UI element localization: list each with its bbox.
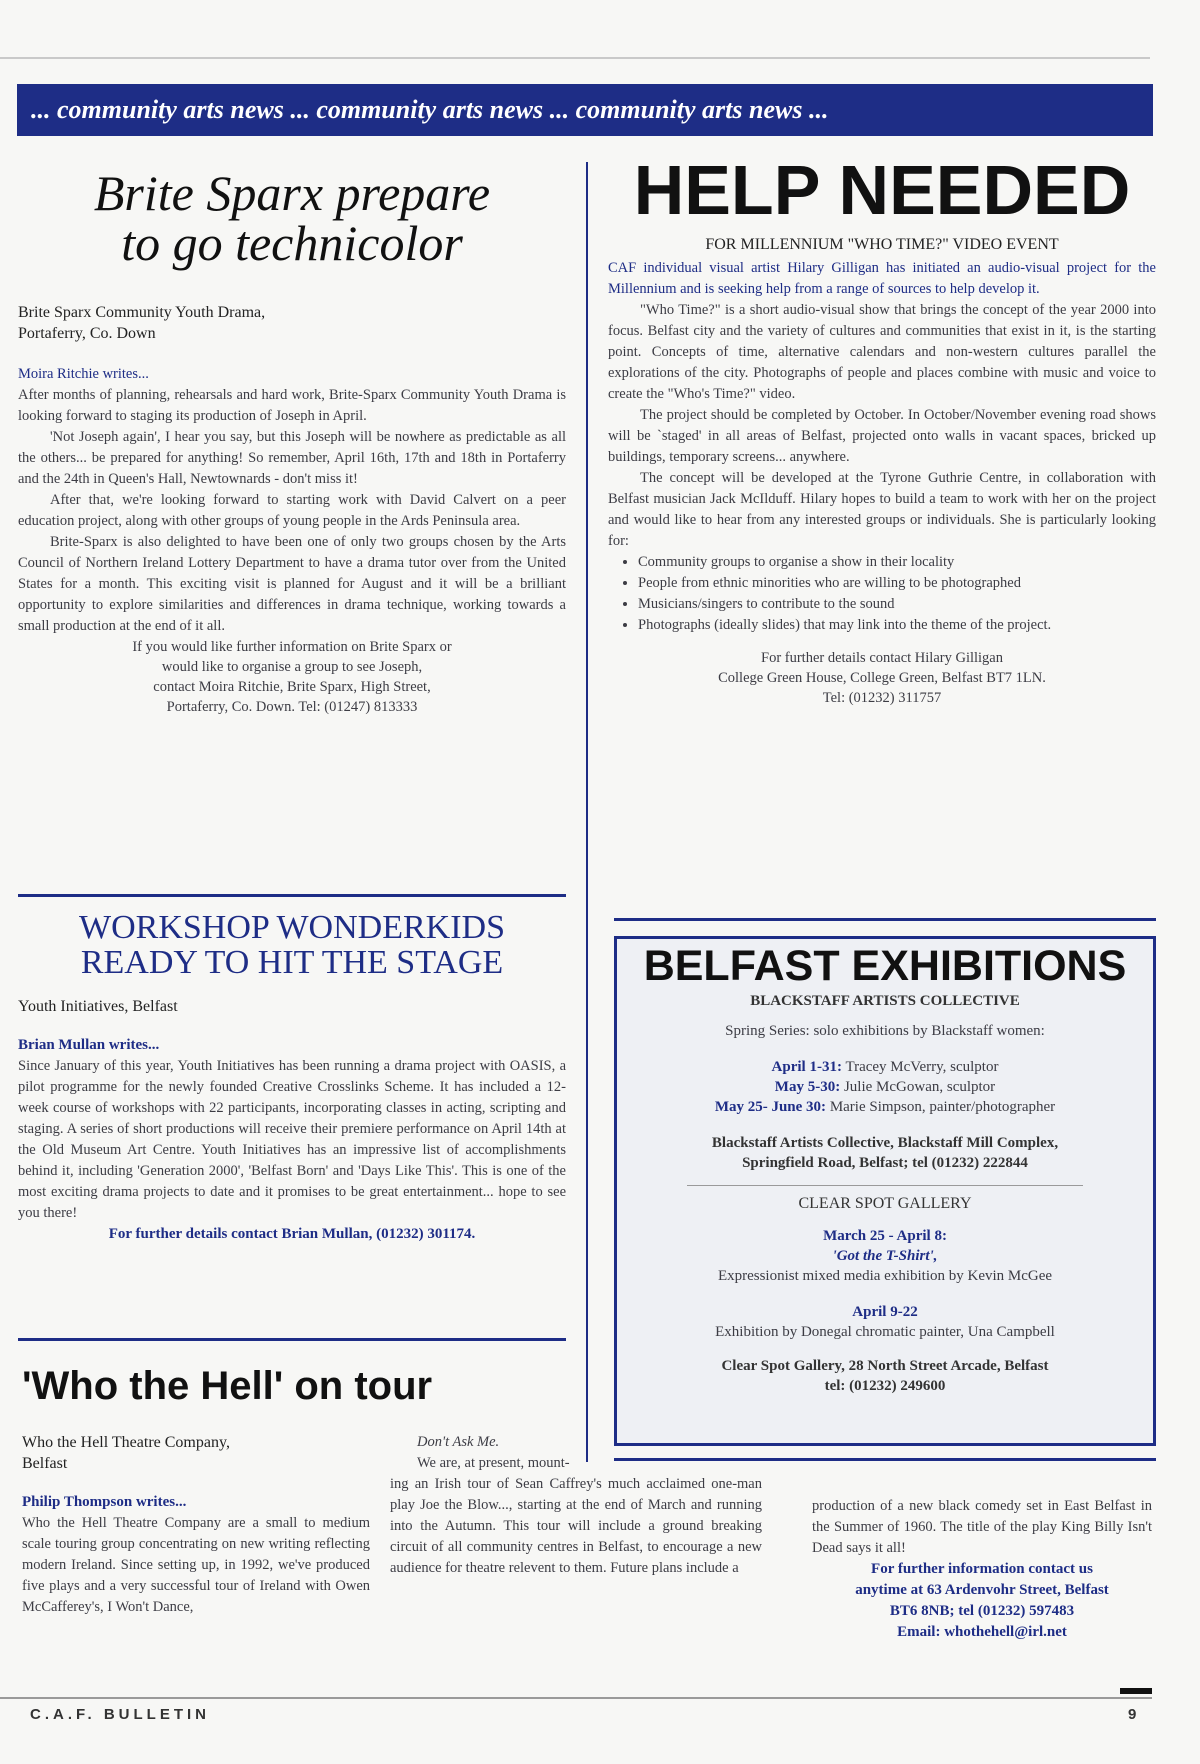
help-contact: For further details contact Hilary Gilligan College Green House, College Green, Belfast BT7 1LN. Tel: (01232) 311757	[718, 650, 1046, 706]
exhibitions-list	[617, 1057, 1153, 1117]
column-divider	[586, 162, 588, 1462]
workshop-contact: For further details contact Brian Mullan, (01232) 301174.	[108, 1226, 476, 1242]
workshop-headline: WORKSHOP WONDERKIDS READY TO HIT THE STAGE	[79, 909, 505, 981]
whothehell-col3-text: production of a new black comedy set in East Belfast in the Summer of 1960. The title of the play King Billy Isn't Dead says it all!	[812, 1498, 1152, 1556]
exhibitions-box	[614, 936, 1156, 1446]
rule-help-bottom	[614, 918, 1156, 921]
exhibitions-sub2: CLEAR SPOT GALLERY	[798, 1195, 972, 1212]
whothehell-col2-text: ing an Irish tour of Sean Caffrey's much acclaimed one-man play Joe the Blow..., starting at the end of March and running into the Autumn. This tour will include a ground breaking circuit of all community centres in Belfast, to encourage a new audience for theatre relevent to them. Future plans include a	[390, 1476, 762, 1576]
exhibitions-intro: Spring Series: solo exhibitions by Blackstaff women:	[725, 1023, 1045, 1039]
brite-byline: Moira Ritchie writes...	[18, 366, 149, 382]
brite-headline: Brite Sparx prepare to go technicolor	[93, 165, 491, 271]
clear-spot-address: Clear Spot Gallery, 28 North Street Arcade, Belfast tel: (01232) 249600	[721, 1358, 1049, 1394]
list-item: • Musicians/singers to contribute to the sound	[638, 594, 1156, 615]
brite-sparx-article	[18, 165, 566, 717]
list-item: • People from ethnic minorities who are willing to be photographed	[638, 573, 1156, 594]
footer-rule	[0, 1697, 1152, 1699]
brite-contact: If you would like further information on Brite Sparx or would like to organise a group to see Joseph, contact Moira Ritchie, Brite Sparx, High Street, Portaferry, Co. Down. Tel: (01247) 813333	[132, 639, 452, 715]
clear-spot-2: April 9-22 Exhibition by Donegal chromatic painter, Una Campbell	[715, 1304, 1055, 1340]
exhibitions-separator	[687, 1185, 1083, 1186]
list-item: May 5-30: Julie McGowan, sculptor	[774, 1079, 996, 1095]
page-number-tab	[1120, 1688, 1152, 1694]
list-item: May 25- June 30: Marie Simpson, painter/photographer	[714, 1099, 1056, 1115]
clear-spot-1: March 25 - April 8: 'Got the T-Shirt', Expressionist mixed media exhibition by Kevin McGee	[717, 1228, 1053, 1284]
exhibitions-address: Blackstaff Artists Collective, Blackstaff Mill Complex, Springfield Road, Belfast; tel (01232) 222844	[711, 1135, 1059, 1171]
workshop-byline: Brian Mullan writes...	[18, 1037, 160, 1053]
help-body: CAF individual visual artist Hilary Gilligan has initiated an audio-visual project for the Millennium and is seeking help from a range of sources to help develop it. "Who Time?" is a short audio-visual show that brings the concept of the year 2000 into focus. Belfast city and the variety of cultures and communities that exist in it, is the starting point. Concepts of time, alternative calendars and non-western cultures parallel the explorations of the city. Photographs of people and places combine with music and voice to create the "Who's Time?" video. The project should be completed by October. In October/November evening road shows will be `staged' in all areas of Belfast, projected onto walls in vacant spaces, bricked up buildings, temporary screens... anywhere. The concept will be developed at the Tyrone Guthrie Centre, in collaboration with Belfast musician Jack McIlduff. Hilary hopes to build a team to work with her on the project and would like to hear from any interested groups or individuals. She is particularly looking for:	[608, 260, 1156, 549]
whothehell-contact: For further information contact us anytime at 63 Ardenvohr Street, Belfast BT6 8NB; tel (01232) 597483 Email: whothehell@irl.net	[855, 1561, 1109, 1640]
whothehell-col2-top: Don't Ask Me. We are, at present, mount-	[417, 1434, 570, 1471]
whothehell-org: Who the Hell Theatre Company, Belfast	[22, 1434, 230, 1472]
list-item: • Community groups to organise a show in their locality	[638, 552, 1156, 573]
workshop-org: Youth Initiatives, Belfast	[18, 998, 178, 1015]
help-headline: HELP NEEDED	[633, 151, 1131, 229]
whothehell-byline: Philip Thompson writes...	[22, 1494, 187, 1510]
rule-workshop-bottom	[18, 1338, 566, 1341]
footer-page-number: 9	[1128, 1706, 1137, 1723]
whothehell-col1	[22, 1432, 370, 1618]
brite-org: Brite Sparx Community Youth Drama, Portaferry, Co. Down	[18, 304, 266, 342]
help-subhead: FOR MILLENNIUM "WHO TIME?" VIDEO EVENT	[705, 236, 1059, 253]
whothehell-headline: 'Who the Hell' on tour	[22, 1364, 433, 1408]
exhibitions-sub1: BLACKSTAFF ARTISTS COLLECTIVE	[750, 993, 1020, 1009]
help-needs-list	[608, 552, 1156, 636]
list-item: • Photographs (ideally slides) that may link into the theme of the project.	[638, 615, 1156, 636]
whothehell-col2	[390, 1432, 762, 1579]
list-item: April 1-31: Tracey McVerry, sculptor	[771, 1059, 999, 1075]
section-banner: ... community arts news ... community arts news ... community arts news ...	[17, 84, 1153, 136]
workshop-article	[18, 910, 566, 1245]
brite-body: After months of planning, rehearsals and hard work, Brite-Sparx Community Youth Drama is looking forward to staging its production of Joseph in April. 'Not Joseph again', I hear you say, but this Joseph will be nowhere as predictable as all the others... be prepared for anything! So remember, April 16th, 17th and 18th in Portaferry and the 24th in Queen's Hall, Newtownards - don't miss it! After that, we're looking forward to starting work with David Calvert on a peer education project, along with other groups of young people in the Ards Peninsula area. Brite-Sparx is also delighted to have been one of only two groups chosen by the Arts Council of Northern Ireland Lottery Department to have a drama tutor over from the United States for a month. This exciting visit is planned for August and it will be a brilliant opportunity to explore similarities and differences in drama technique, working towards a small production at the end of it all.	[18, 387, 566, 634]
workshop-body: Since January of this year, Youth Initiatives has been running a drama project with OASIS, a pilot programme for the newly founded Creative Crosslinks Scheme. It has included a 12-week course of workshops with 22 participants, incorporating classes in acting, scripting and staging. A series of short productions will receive their premiere performance on April 14th at the Old Museum Art Centre. Youth Initiatives has an impressive list of accomplishments behind it, including 'Generation 2000', 'Belfast Born' and 'Days Like This'. This is one of the most exciting drama projects to date and it promises to be great entertainment... hope to see you there!	[18, 1058, 566, 1221]
rule-exhibitions-bottom	[614, 1458, 1156, 1461]
top-rule	[0, 57, 1150, 59]
help-needed-article	[608, 152, 1156, 708]
rule-brite-bottom	[18, 894, 566, 897]
whothehell-col3	[812, 1496, 1152, 1643]
exhibitions-headline: BELFAST EXHIBITIONS	[643, 942, 1127, 990]
whothehell-col1-text: Who the Hell Theatre Company are a small to medium scale touring group concentrating on new writing reflecting modern Ireland. Since setting up, in 1992, we've produced five plays and a very successful tour of Ireland with Owen McCafferey's, I Won't Dance,	[22, 1515, 370, 1615]
footer-bulletin-name: C.A.F. BULLETIN	[30, 1706, 210, 1723]
